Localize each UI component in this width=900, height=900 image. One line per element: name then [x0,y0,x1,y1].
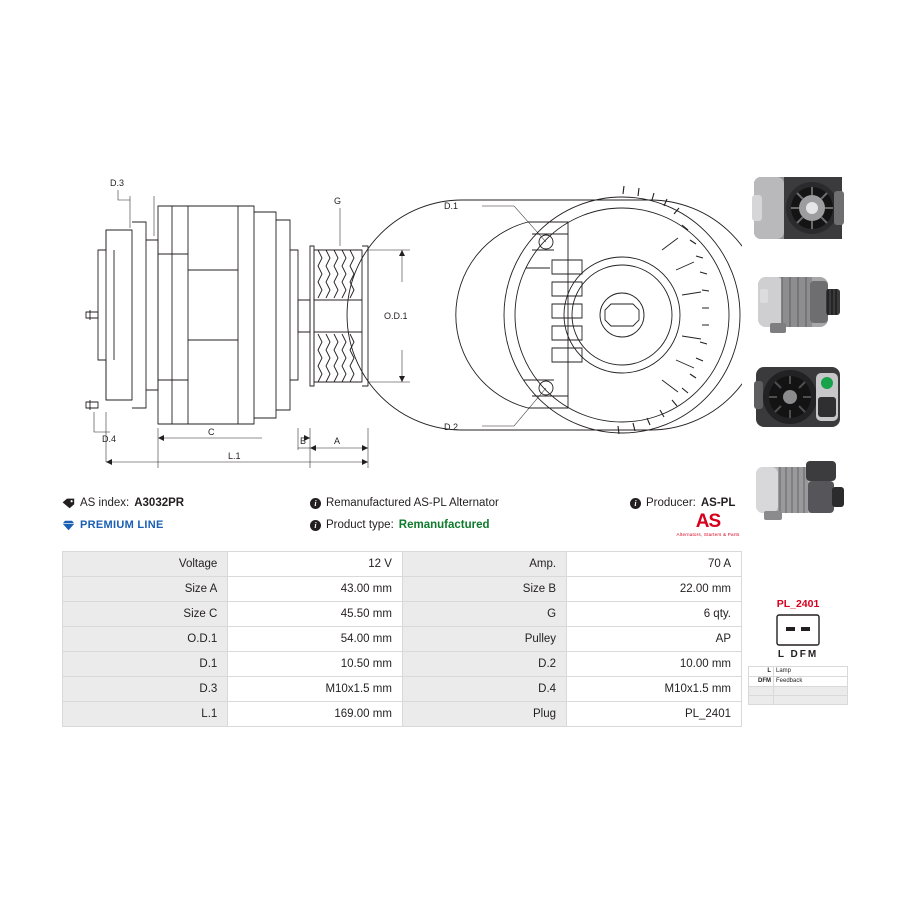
premium-line-label: PREMIUM LINE [80,519,164,531]
spec-key: Size B [402,577,566,602]
alternator-front-view[interactable] [748,165,848,253]
info-icon: i [310,520,321,531]
producer-label: Producer: [646,497,696,509]
label-od1: O.D.1 [384,311,408,321]
spec-value: 10.00 mm [567,652,742,677]
plug-pin-key: DFM [749,677,774,687]
plug-pin-desc: Feedback [774,677,848,687]
spec-key: D.3 [63,677,228,702]
spec-key: D.2 [402,652,566,677]
drawing-svg [62,150,742,485]
specifications-table [62,551,742,727]
table-row [63,552,742,577]
spec-value: M10x1.5 mm [567,677,742,702]
tag-icon [62,498,75,509]
spec-value: PL_2401 [567,702,742,727]
spec-key: D.4 [402,677,566,702]
technical-drawing [62,150,742,485]
info-line-1 [62,492,742,514]
as-index [62,497,310,509]
premium-line-badge [62,519,310,531]
spec-key: Amp. [402,552,566,577]
label-a: A [334,436,341,446]
spec-value: 6 qty. [567,602,742,627]
spec-key: Plug [402,702,566,727]
table-row [63,577,742,602]
table-row [63,602,742,627]
spec-value: 54.00 mm [228,627,403,652]
producer-value: AS-PL [700,497,736,509]
info-icon: i [310,498,321,509]
spec-key: L.1 [63,702,228,727]
label-d2: D.2 [444,422,459,432]
producer [630,497,742,509]
plug-pins-label: L DFM [777,649,819,660]
specifications-body [63,552,742,727]
spec-value: M10x1.5 mm [228,677,403,702]
as-index-value: A3032PR [134,497,185,509]
spec-value: 43.00 mm [228,577,403,602]
spec-value: 70 A [567,552,742,577]
product-description-text: Remanufactured AS-PL Alternator [326,497,499,509]
spec-key: O.D.1 [63,627,228,652]
product-description [310,497,630,509]
label-b: B [300,436,307,446]
table-row [749,677,848,687]
spec-value: 22.00 mm [567,577,742,602]
product-type-value: Remanufactured [398,519,490,531]
product-info [62,492,742,536]
spec-key: Voltage [63,552,228,577]
plug-pin-key: L [749,667,774,677]
plug-pin-desc-empty [774,696,848,705]
table-row [749,667,848,677]
spec-value: 169.00 mm [228,702,403,727]
plug-diagram [748,598,848,705]
alternator-angled-view[interactable] [748,447,848,535]
info-line-2 [62,511,742,536]
spec-value: 12 V [228,552,403,577]
product-type [310,519,630,531]
plug-name: PL_2401 [776,598,820,610]
spec-value: 45.50 mm [228,602,403,627]
plug-pin-desc: Lamp [774,667,848,677]
label-c: C [208,427,215,437]
plug-pin-desc-empty [774,687,848,696]
plug-symbol-icon [776,614,820,646]
product-photo-strip [748,165,848,541]
alternator-rear-view[interactable] [748,353,848,441]
spec-key: Pulley [402,627,566,652]
plug-pin-key-empty [749,687,774,696]
label-d1: D.1 [444,201,459,211]
as-pl-logo [672,513,744,537]
spec-key: Size C [63,602,228,627]
label-g: G [334,196,342,206]
table-row [63,652,742,677]
diamond-icon [62,520,75,531]
label-l1: L.1 [228,451,241,461]
as-logo-subtitle: Alternators, Starters & Parts [676,532,740,537]
info-icon: i [630,498,641,509]
as-logo-mark: AS [695,511,721,532]
spec-value: AP [567,627,742,652]
spec-key: D.1 [63,652,228,677]
table-row-empty [749,687,848,696]
table-row [63,627,742,652]
label-d3: D.3 [110,178,125,188]
plug-pin-table [748,666,848,705]
spec-key: G [402,602,566,627]
spec-value: 10.50 mm [228,652,403,677]
table-row [63,702,742,727]
table-row-empty [749,696,848,705]
label-d4: D.4 [102,434,117,444]
alternator-side-view[interactable] [748,259,848,347]
table-row [63,677,742,702]
product-type-label: Product type: [326,519,394,531]
as-index-label: AS index: [80,497,130,509]
plug-pin-key-empty [749,696,774,705]
spec-key: Size A [63,577,228,602]
